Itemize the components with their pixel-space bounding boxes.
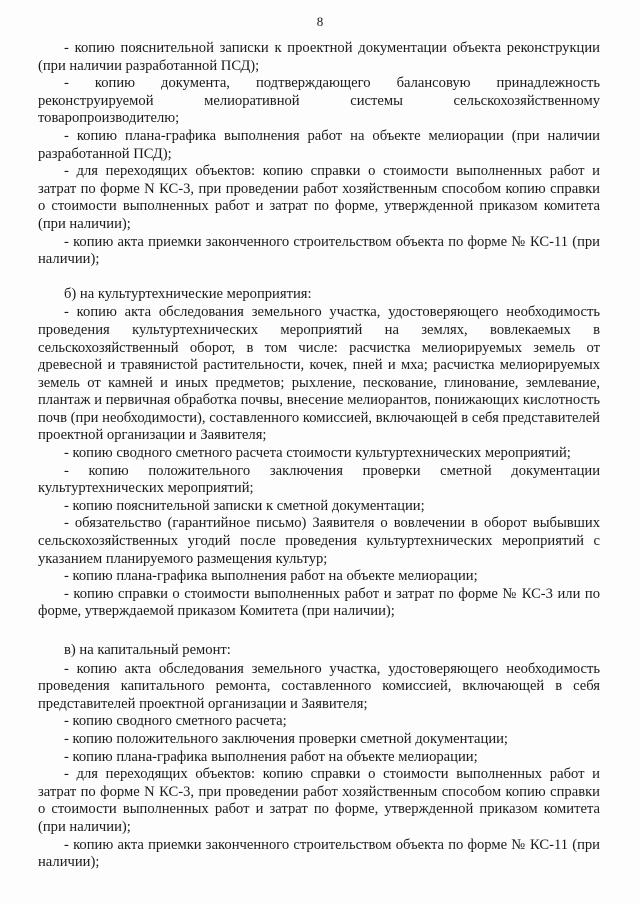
list-item: - копию акта обследования земельного участка, удостоверяющего необходимость проведения культуртехнических мероприятий на землях, вовлекаемых в сельскохозяйственный оборот, в том числе: расчистка мелиорируемых земель от древесной и травянистой растительности, кочек, пней и мха; расчистка мелиорируемых земель от камней и иных предметов; рыхление, пескование, глинование, землевание, плантаж и первичная обработка почвы, внесение мелиорантов, понижающих кислотность почв (при необходимости), составленного комиссией, включающей в себя представителей проектной организации и Заявителя; — [38, 304, 600, 444]
list-item: - копию документа, подтверждающего балансовую принадлежность реконструируемой мелиоративной системы сельскохозяйственному товаропроизводителю; — [38, 75, 600, 127]
document-body — [38, 40, 600, 872]
section-heading-b: б) на культуртехнические мероприятия: — [64, 285, 312, 302]
list-item: - копию справки о стоимости выполненных работ и затрат по форме № КС-3 или по форме, утверждаемой приказом Комитета (при наличии); — [38, 585, 600, 620]
list-item: - для переходящих объектов: копию справки о стоимости выполненных работ и затрат по форме N КС-3, при проведении работ хозяйственным способом копию справки о стоимости выполненных работ и затрат по форме, утвержденной приказом комитета (при наличии); — [38, 163, 600, 232]
list-item: - копию сводного сметного расчета; — [64, 713, 287, 730]
list-item: - обязательство (гарантийное письмо) Заявителя о вовлечении в оборот выбывших сельскохозяйственных угодий после проведения культуртехнических мероприятий с указанием планируемого размещения культур; — [38, 515, 600, 567]
list-item: - копию акта приемки законченного строительством объекта по форме № КС-11 (при наличии); — [38, 836, 600, 871]
list-item: - копию положительного заключения проверки сметной документации; — [64, 730, 508, 747]
list-item: - копию плана-графика выполнения работ на объекте мелиорации; — [64, 568, 478, 585]
list-item: - копию плана-графика выполнения работ на объекте мелиорации (при наличии разработанной ПСД); — [38, 127, 600, 162]
list-item: - копию акта приемки законченного строительством объекта по форме № КС-11 (при наличии); — [38, 233, 600, 268]
list-item: - копию плана-графика выполнения работ на объекте мелиорации; — [64, 748, 478, 765]
list-item: - для переходящих объектов: копию справки о стоимости выполненных работ и затрат по форме N КС-3, при проведении работ хозяйственным способом копию справки о стоимости выполненных работ и затрат по форме, утвержденной приказом комитета (при наличии); — [38, 766, 600, 835]
list-item: - копию пояснительной записки к проектной документации объекта реконструкции (при наличии разработанной ПСД); — [38, 40, 600, 74]
list-item: - копию акта обследования земельного участка, удостоверяющего необходимость проведения капитального ремонта, составленного комиссией, включающей в себя представителей проектной организации и Заявителя; — [38, 660, 600, 712]
section-heading-v: в) на капитальный ремонт: — [64, 642, 231, 658]
page-number: 8 — [316, 14, 324, 29]
list-item: - копию сводного сметного расчета стоимости культуртехнических мероприятий; — [64, 445, 571, 462]
list-item: - копию положительного заключения проверки сметной документации культуртехнических мероприятий; — [38, 462, 600, 497]
list-item: - копию пояснительной записки к сметной документации; — [64, 497, 425, 514]
